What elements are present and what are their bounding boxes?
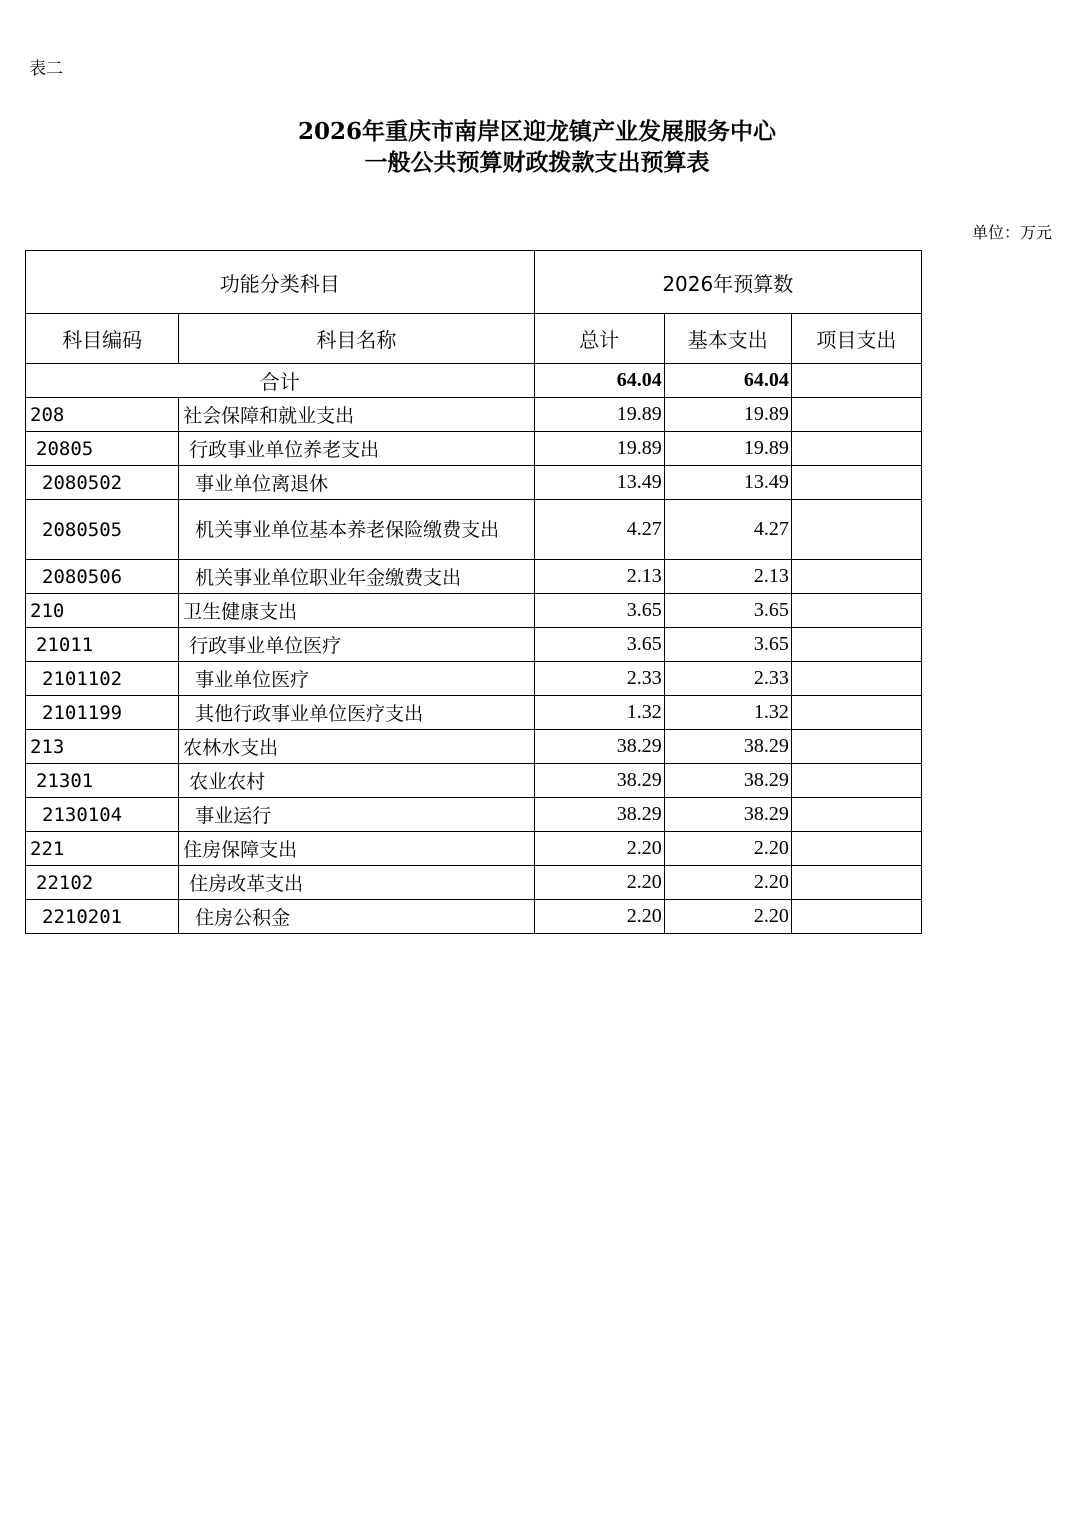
table-row bbox=[26, 628, 922, 662]
header-budget-2026: 2026年预算数 bbox=[534, 251, 921, 314]
row-name: 机关事业单位基本养老保险缴费支出 bbox=[179, 500, 534, 560]
unit-label: 单位：万元 bbox=[971, 223, 1052, 242]
table-row bbox=[26, 866, 922, 900]
row-project bbox=[791, 628, 921, 662]
column-header-row bbox=[26, 314, 922, 364]
row-code: 20805 bbox=[26, 432, 179, 466]
row-basic: 2.20 bbox=[664, 866, 791, 900]
row-total: 2.20 bbox=[534, 832, 664, 866]
row-project bbox=[791, 696, 921, 730]
row-basic: 13.49 bbox=[664, 466, 791, 500]
row-basic: 38.29 bbox=[664, 730, 791, 764]
row-code: 2080505 bbox=[26, 500, 179, 560]
header-project: 项目支出 bbox=[791, 314, 921, 364]
total-project bbox=[791, 364, 921, 398]
row-basic: 2.33 bbox=[664, 662, 791, 696]
row-total: 19.89 bbox=[534, 432, 664, 466]
total-sum: 64.04 bbox=[534, 364, 664, 398]
header-name: 科目名称 bbox=[179, 314, 534, 364]
table-row bbox=[26, 832, 922, 866]
table-row bbox=[26, 466, 922, 500]
group-header-row bbox=[26, 251, 922, 314]
table-row bbox=[26, 560, 922, 594]
document-title-line1: 2026年重庆市南岸区迎龙镇产业发展服务中心 bbox=[297, 118, 776, 145]
row-basic: 4.27 bbox=[664, 500, 791, 560]
header-code: 科目编码 bbox=[26, 314, 179, 364]
row-name: 住房公积金 bbox=[179, 900, 534, 934]
row-total: 4.27 bbox=[534, 500, 664, 560]
row-basic: 2.13 bbox=[664, 560, 791, 594]
total-label: 合计 bbox=[26, 364, 535, 398]
row-code: 2080506 bbox=[26, 560, 179, 594]
table-row bbox=[26, 662, 922, 696]
row-code: 2101102 bbox=[26, 662, 179, 696]
row-total: 38.29 bbox=[534, 764, 664, 798]
total-basic: 64.04 bbox=[664, 364, 791, 398]
row-total: 1.32 bbox=[534, 696, 664, 730]
row-total: 38.29 bbox=[534, 798, 664, 832]
row-code: 22102 bbox=[26, 866, 179, 900]
row-name: 事业单位离退休 bbox=[179, 466, 534, 500]
table-row bbox=[26, 500, 922, 560]
total-row bbox=[26, 364, 922, 398]
table-row bbox=[26, 696, 922, 730]
row-basic: 3.65 bbox=[664, 628, 791, 662]
row-project bbox=[791, 798, 921, 832]
row-name: 机关事业单位职业年金缴费支出 bbox=[179, 560, 534, 594]
table-row bbox=[26, 900, 922, 934]
row-code: 208 bbox=[26, 398, 179, 432]
row-code: 2080502 bbox=[26, 466, 179, 500]
table-row bbox=[26, 798, 922, 832]
document-title-line2: 一般公共预算财政拨款支出预算表 bbox=[364, 149, 710, 176]
row-name: 住房保障支出 bbox=[179, 832, 534, 866]
row-basic: 38.29 bbox=[664, 798, 791, 832]
table-row bbox=[26, 432, 922, 466]
row-project bbox=[791, 560, 921, 594]
row-name: 事业单位医疗 bbox=[179, 662, 534, 696]
row-name: 住房改革支出 bbox=[179, 866, 534, 900]
row-project bbox=[791, 832, 921, 866]
row-total: 13.49 bbox=[534, 466, 664, 500]
table-row bbox=[26, 730, 922, 764]
row-code: 210 bbox=[26, 594, 179, 628]
row-total: 2.13 bbox=[534, 560, 664, 594]
row-name: 农林水支出 bbox=[179, 730, 534, 764]
header-total: 总计 bbox=[534, 314, 664, 364]
row-total: 3.65 bbox=[534, 594, 664, 628]
row-total: 2.33 bbox=[534, 662, 664, 696]
row-code: 213 bbox=[26, 730, 179, 764]
row-basic: 3.65 bbox=[664, 594, 791, 628]
row-code: 2210201 bbox=[26, 900, 179, 934]
row-name: 社会保障和就业支出 bbox=[179, 398, 534, 432]
row-total: 2.20 bbox=[534, 866, 664, 900]
row-project bbox=[791, 866, 921, 900]
row-name: 其他行政事业单位医疗支出 bbox=[179, 696, 534, 730]
row-basic: 19.89 bbox=[664, 398, 791, 432]
header-functional-category: 功能分类科目 bbox=[26, 251, 535, 314]
row-basic: 19.89 bbox=[664, 432, 791, 466]
row-name: 事业运行 bbox=[179, 798, 534, 832]
row-project bbox=[791, 764, 921, 798]
row-basic: 2.20 bbox=[664, 832, 791, 866]
row-project bbox=[791, 432, 921, 466]
table-row bbox=[26, 398, 922, 432]
row-project bbox=[791, 662, 921, 696]
row-name: 农业农村 bbox=[179, 764, 534, 798]
table-row bbox=[26, 594, 922, 628]
budget-table bbox=[25, 250, 922, 934]
row-basic: 38.29 bbox=[664, 764, 791, 798]
page-label: 表二 bbox=[29, 59, 63, 79]
row-code: 2101199 bbox=[26, 696, 179, 730]
row-code: 221 bbox=[26, 832, 179, 866]
row-project bbox=[791, 398, 921, 432]
row-total: 2.20 bbox=[534, 900, 664, 934]
table-row bbox=[26, 764, 922, 798]
row-total: 19.89 bbox=[534, 398, 664, 432]
row-name: 行政事业单位医疗 bbox=[179, 628, 534, 662]
row-basic: 1.32 bbox=[664, 696, 791, 730]
row-project bbox=[791, 594, 921, 628]
row-name: 卫生健康支出 bbox=[179, 594, 534, 628]
row-total: 38.29 bbox=[534, 730, 664, 764]
row-code: 2130104 bbox=[26, 798, 179, 832]
row-project bbox=[791, 500, 921, 560]
row-basic: 2.20 bbox=[664, 900, 791, 934]
row-project bbox=[791, 730, 921, 764]
header-basic: 基本支出 bbox=[664, 314, 791, 364]
row-name: 行政事业单位养老支出 bbox=[179, 432, 534, 466]
row-project bbox=[791, 466, 921, 500]
row-code: 21301 bbox=[26, 764, 179, 798]
row-code: 21011 bbox=[26, 628, 179, 662]
row-project bbox=[791, 900, 921, 934]
row-total: 3.65 bbox=[534, 628, 664, 662]
